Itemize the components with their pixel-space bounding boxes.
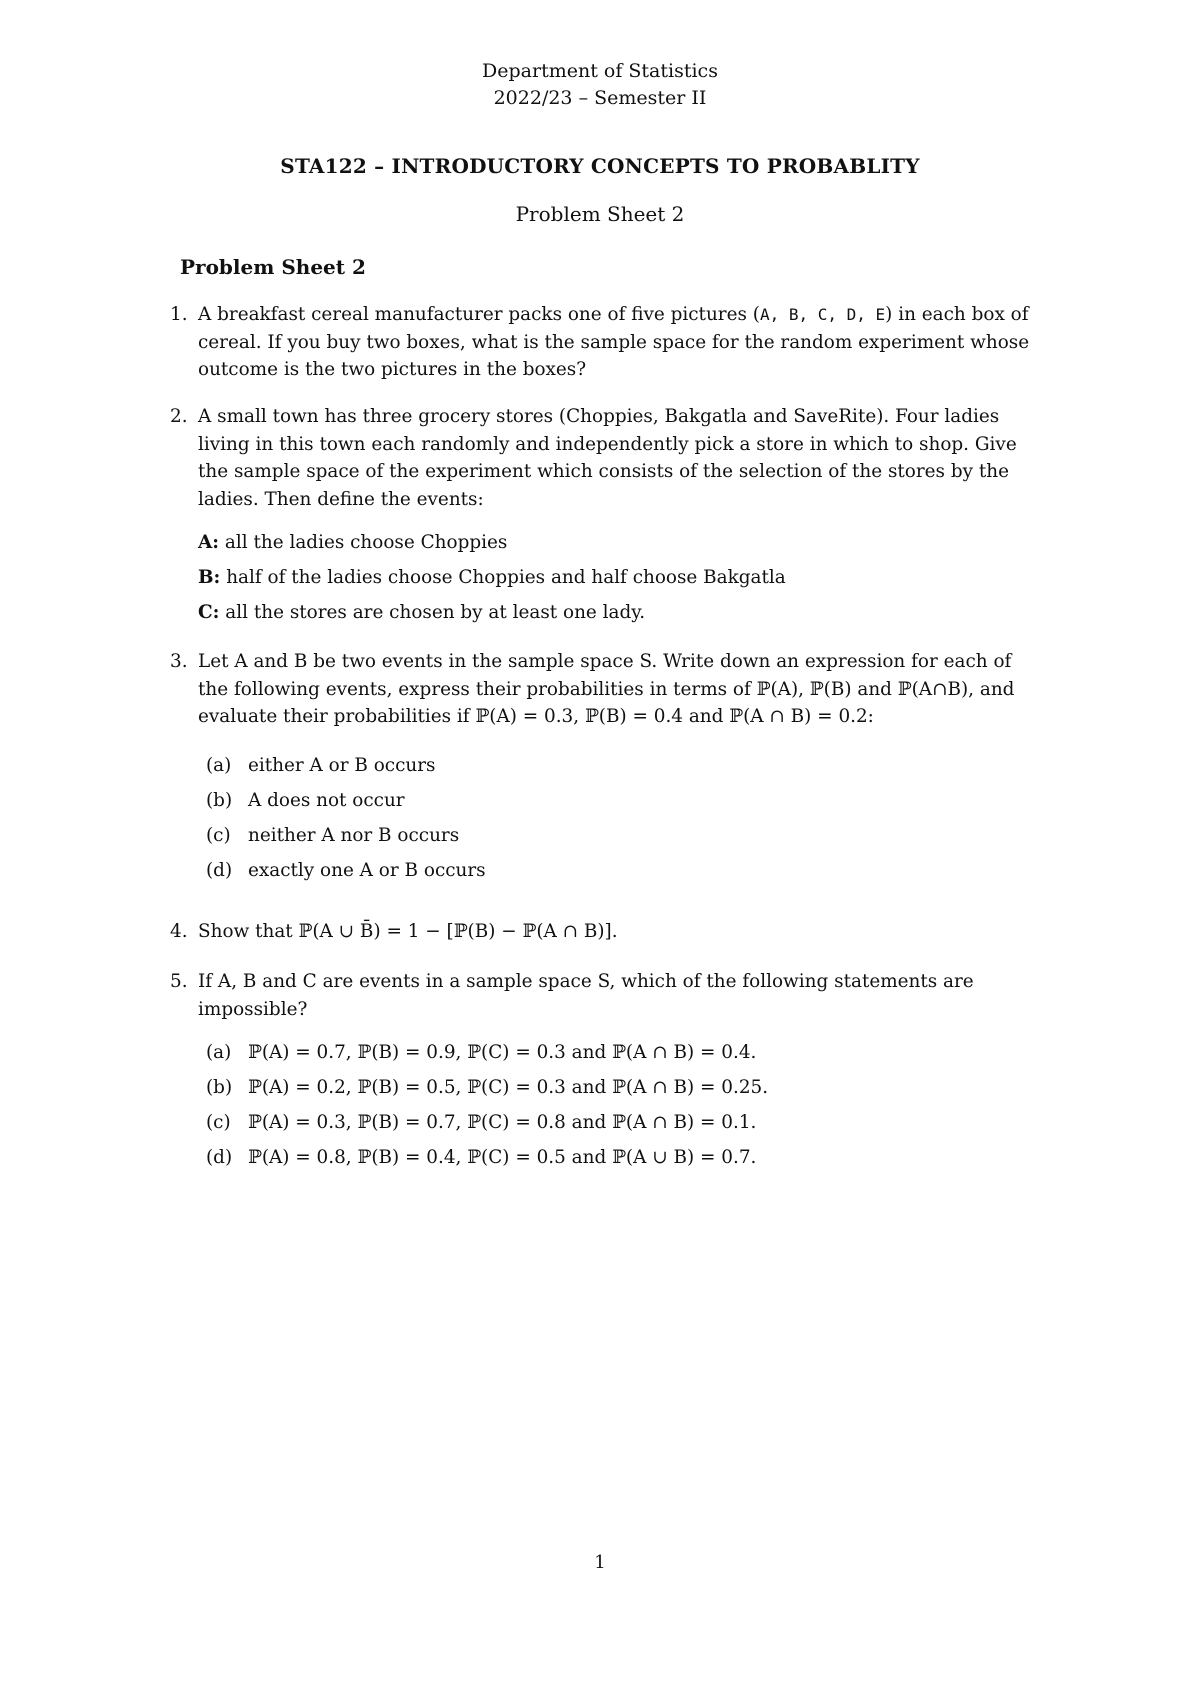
event-text: all the stores are chosen by at least one lady. (225, 602, 646, 623)
picture-letters: A, B, C, D, E (759, 305, 886, 324)
problem-1 (170, 301, 1030, 384)
problem-text (198, 301, 1030, 384)
problem-number: 4. (170, 921, 188, 942)
problem-5-part-d (206, 1147, 756, 1168)
problem-4 (170, 918, 1030, 946)
problem-5-part-a (206, 1042, 756, 1063)
event-b (198, 567, 786, 588)
part-label: (d) (206, 860, 233, 881)
section-heading: Problem Sheet 2 (180, 255, 366, 279)
problem-number: 2. (170, 406, 188, 427)
problem-3-part-b (206, 790, 405, 811)
problem-number: 5. (170, 971, 188, 992)
problem-number: 1. (170, 304, 188, 325)
part-label: (c) (206, 825, 231, 846)
problem-5-part-b (206, 1077, 768, 1098)
part-label: (d) (206, 1147, 233, 1168)
problem-3-part-a (206, 755, 435, 776)
event-text: half of the ladies choose Choppies and half choose Bakgatla (226, 567, 786, 588)
part-label: (b) (206, 790, 233, 811)
problem-3 (170, 648, 1030, 731)
part-text: ℙ(A) = 0.7, ℙ(B) = 0.9, ℙ(C) = 0.3 and ℙ(A ∩ B) = 0.4. (248, 1042, 757, 1063)
event-label: B: (198, 567, 221, 588)
problem-number: 3. (170, 651, 188, 672)
problem-text: Show that ℙ(A ∪ B̄) = 1 − [ℙ(B) − ℙ(A ∩ B)]. (198, 921, 618, 942)
part-text: exactly one A or B occurs (248, 860, 486, 881)
part-text: A does not occur (248, 790, 405, 811)
part-text: either A or B occurs (248, 755, 436, 776)
page-number: 1 (594, 1552, 606, 1573)
part-text: ℙ(A) = 0.8, ℙ(B) = 0.4, ℙ(C) = 0.5 and ℙ(A ∪ B) = 0.7. (248, 1147, 757, 1168)
problem-3-part-c (206, 825, 459, 846)
part-label: (b) (206, 1077, 233, 1098)
part-text: neither A nor B occurs (248, 825, 460, 846)
problem-2 (170, 403, 1030, 513)
department-header (0, 58, 1200, 112)
part-label: (a) (206, 755, 232, 776)
part-text: ℙ(A) = 0.2, ℙ(B) = 0.5, ℙ(C) = 0.3 and ℙ(A ∩ B) = 0.25. (248, 1077, 769, 1098)
problem-text: A small town has three grocery stores (Choppies, Bakgatla and SaveRite). Four ladies living in this town each randomly and independently pick a store in which to shop. Give the sample space of the experiment which consists of the selection of the stores by the ladies. Then define the events: (198, 406, 1017, 510)
department-name: Department of Statistics (482, 60, 718, 82)
problem-text: If A, B and C are events in a sample space S, which of the following statements are impossible? (198, 971, 974, 1020)
problem-text-part: ) in each box of cereal. If you buy two boxes, what is the sample space for the random experiment whose outcome is the two pictures in the boxes? (198, 304, 1030, 380)
problem-text: Let A and B be two events in the sample space S. Write down an expression for each of the following events, express their probabilities in terms of ℙ(A), ℙ(B) and ℙ(A∩B), and evaluate their probabilities if ℙ(A) = 0.3, ℙ(B) = 0.4 and ℙ(A ∩ B) = 0.2: (198, 651, 1015, 727)
event-c (198, 602, 645, 623)
event-text: all the ladies choose Choppies (224, 532, 508, 553)
problem-text-part: A breakfast cereal manufacturer packs one of five pictures ( (198, 304, 760, 325)
part-label: (a) (206, 1042, 232, 1063)
semester-label: 2022/23 – Semester II (493, 87, 707, 109)
event-label: C: (198, 602, 220, 623)
part-label: (c) (206, 1112, 231, 1133)
sheet-title: Problem Sheet 2 (515, 202, 685, 226)
problem-3-part-d (206, 860, 486, 881)
event-a (198, 532, 507, 553)
event-label: A: (198, 532, 220, 553)
part-text: ℙ(A) = 0.3, ℙ(B) = 0.7, ℙ(C) = 0.8 and ℙ(A ∩ B) = 0.1. (248, 1112, 757, 1133)
problem-5 (170, 968, 1030, 1023)
course-title: STA122 – INTRODUCTORY CONCEPTS TO PROBABLITY (280, 154, 920, 178)
problem-5-part-c (206, 1112, 756, 1133)
